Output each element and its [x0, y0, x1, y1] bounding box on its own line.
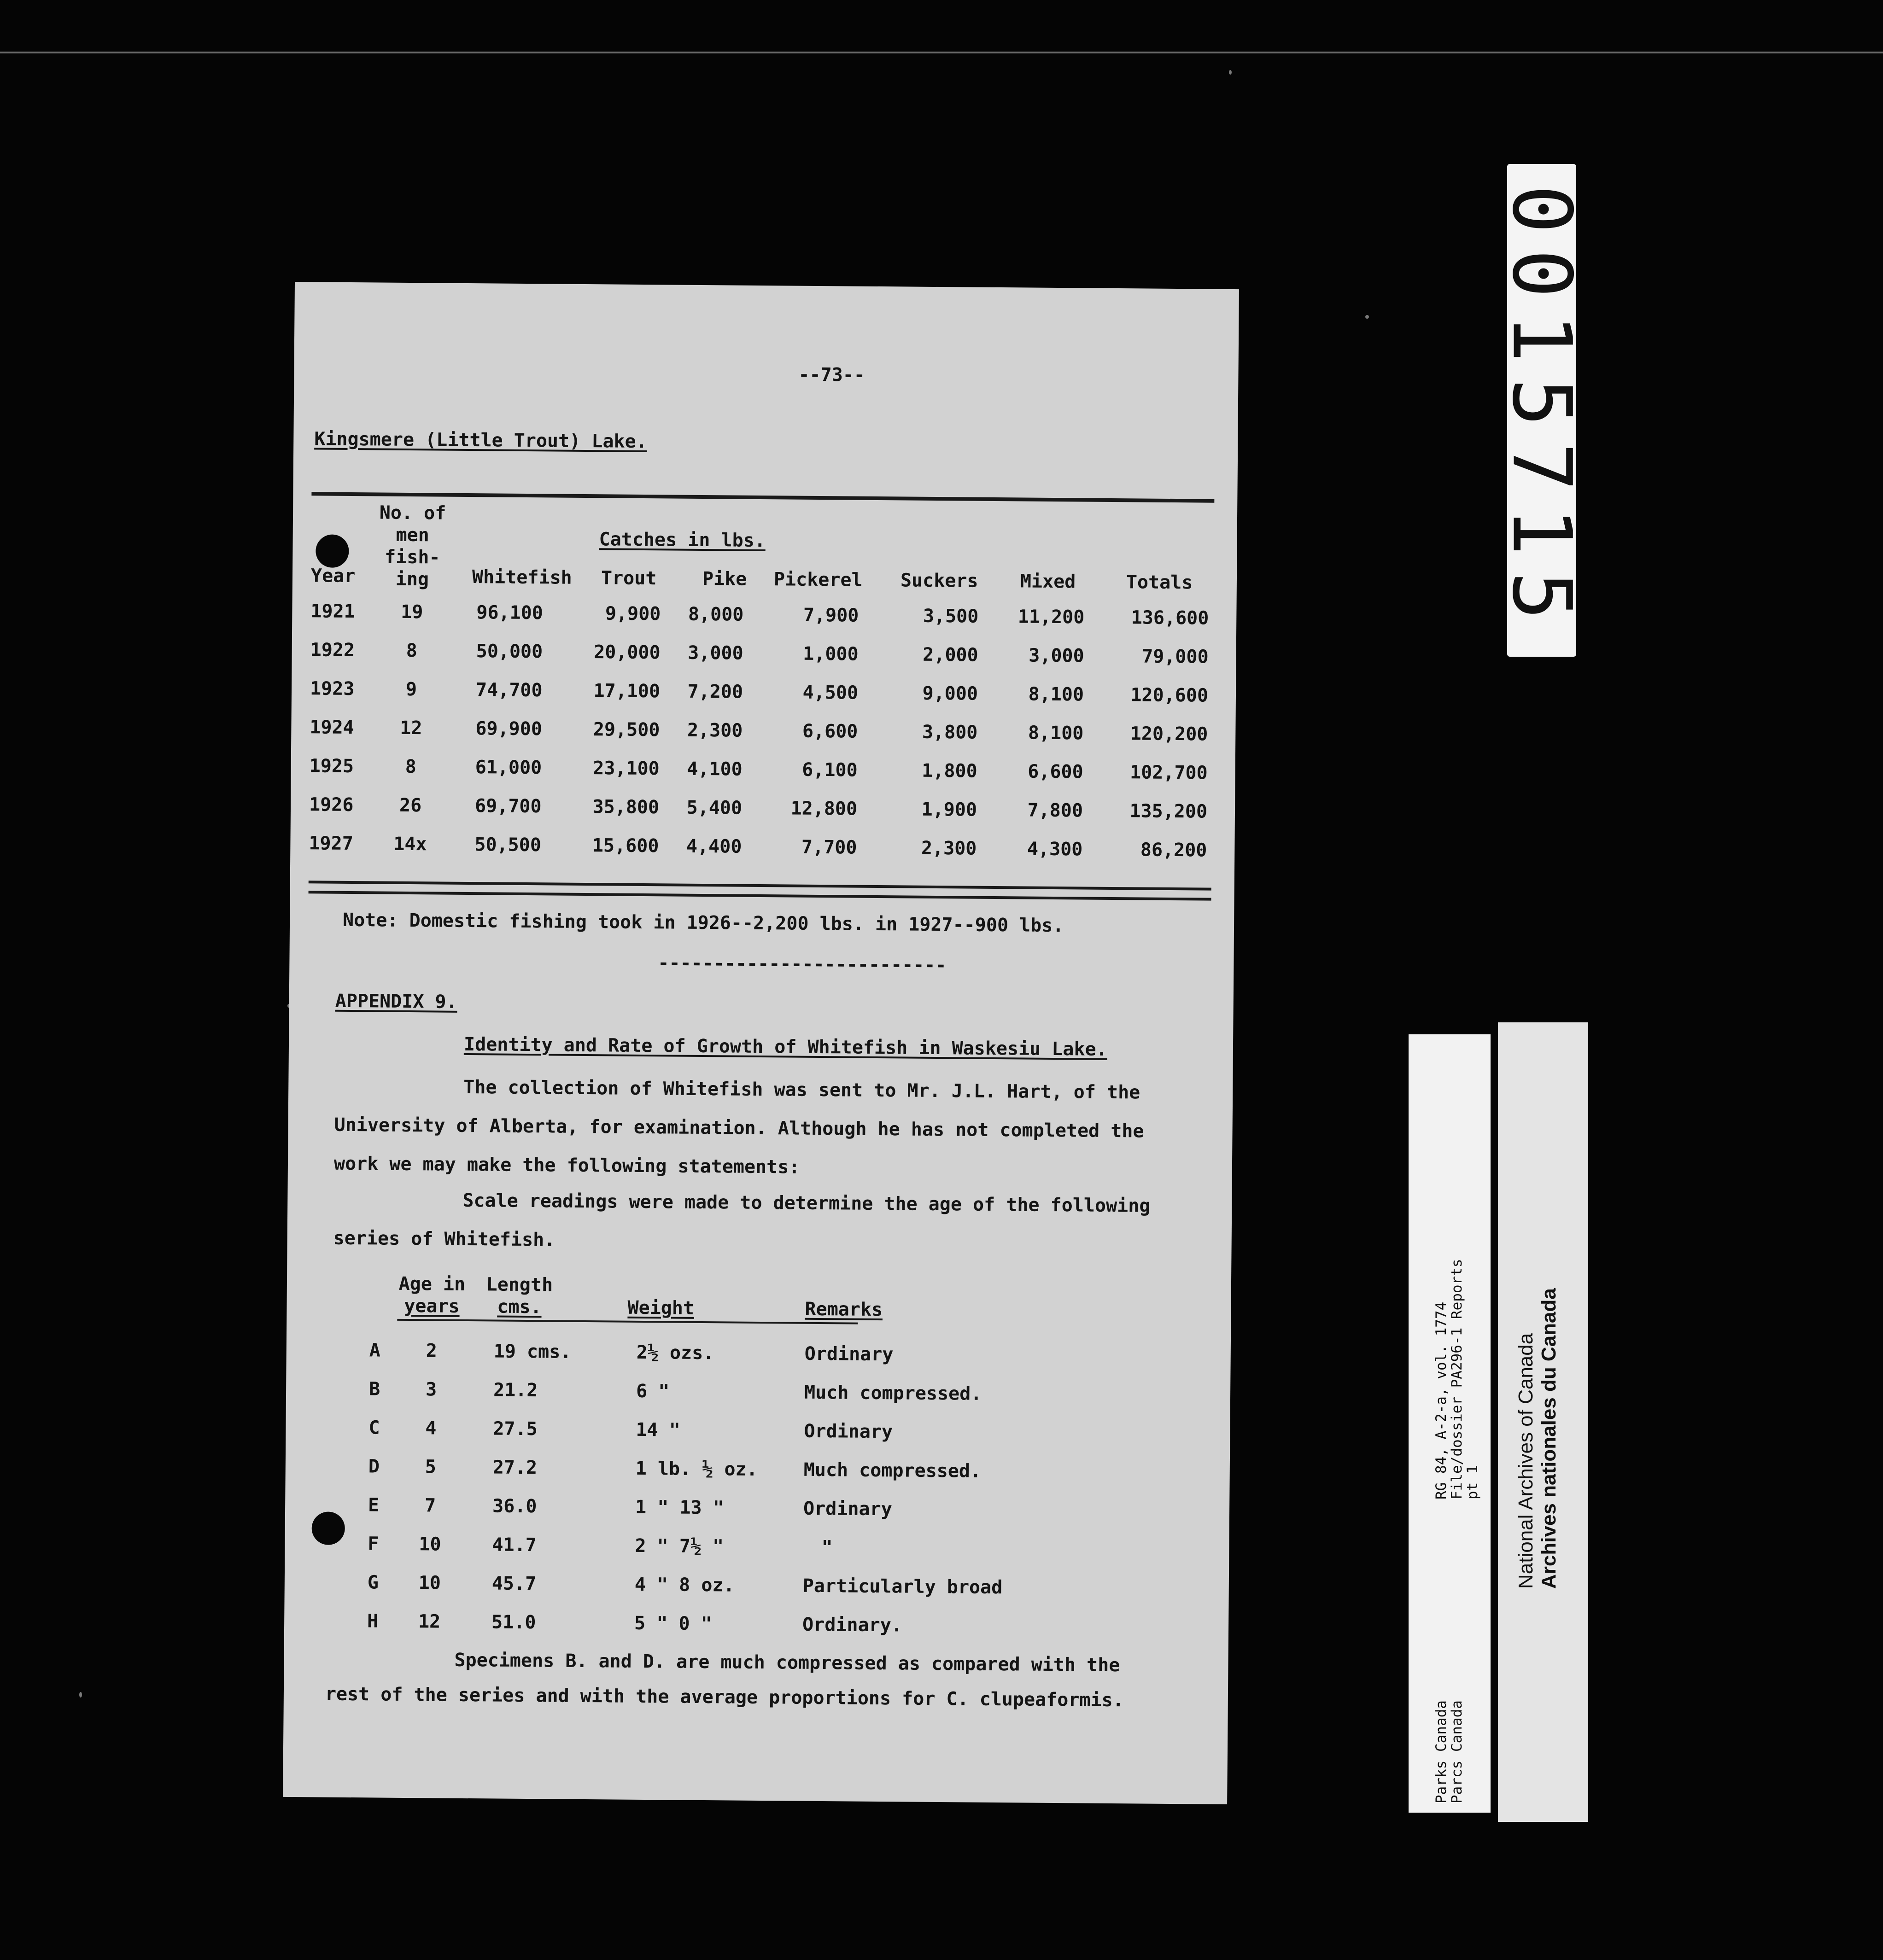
cell-trout: 35,800: [592, 796, 660, 818]
cell-trout: 29,500: [593, 719, 660, 741]
cell-totals: 120,200: [1130, 723, 1208, 745]
dust-speck: [1365, 315, 1369, 319]
cell-year: 1927: [309, 833, 353, 855]
page-number: --73--: [798, 364, 865, 386]
catch-row: [291, 717, 1235, 752]
dust-speck: [79, 1692, 82, 1698]
specimen-age: 2: [426, 1340, 438, 1362]
specimen-weight: 1 " 13 ": [635, 1496, 724, 1519]
specimen-age: 10: [418, 1572, 441, 1594]
specimen-remarks: Ordinary: [803, 1498, 892, 1520]
specimen-weight: 2½ ozs.: [636, 1342, 714, 1364]
cell-whitefish: 74,700: [475, 679, 543, 701]
header-suckers: Suckers: [900, 570, 978, 592]
table-bottom-rule-2: [309, 891, 1211, 900]
specimen-remarks: Much compressed.: [804, 1382, 982, 1405]
header-age: Age in years: [398, 1273, 466, 1317]
parks-canada-text: Parks Canada Parcs Canada: [1433, 1700, 1465, 1803]
specimen-remarks: ": [821, 1537, 833, 1558]
specimen-id: G: [367, 1572, 379, 1593]
cell-suckers: 1,900: [921, 799, 977, 821]
specimen-remarks: Ordinary: [804, 1343, 894, 1365]
cell-totals: 136,600: [1131, 607, 1209, 629]
header-catches: Catches in lbs.: [599, 529, 766, 552]
cell-pike: 4,100: [687, 758, 743, 780]
specimen-weight: 1 lb. ½ oz.: [635, 1458, 758, 1480]
specimen-weight: 6 ": [636, 1380, 670, 1402]
cell-totals: 120,600: [1130, 684, 1209, 706]
film-edge-line: [0, 52, 1883, 53]
national-archives-text: National Archives of Canada Archives nationales du Canada: [1515, 1288, 1560, 1589]
cell-whitefish: 50,500: [474, 834, 542, 856]
header-whitefish: Whitefish: [472, 566, 572, 589]
cell-pickerel: 7,700: [801, 836, 857, 858]
header-pike: Pike: [702, 568, 747, 590]
cell-men: 9: [405, 678, 417, 700]
cell-mixed: 4,300: [1027, 838, 1083, 860]
specimen-age: 3: [425, 1379, 437, 1400]
cell-trout: 23,100: [593, 758, 660, 780]
catch-row: [290, 833, 1234, 868]
cell-whitefish: 69,700: [474, 795, 542, 817]
specimen-remarks: Much compressed.: [803, 1459, 982, 1482]
cell-pickerel: 4,500: [802, 682, 859, 704]
cell-pike: 5,400: [686, 797, 743, 819]
frame-number-strip: [1494, 164, 1589, 657]
punch-hole: [316, 534, 349, 568]
cell-pike: 3,000: [688, 642, 743, 664]
specimen-row: [286, 1339, 1230, 1374]
cell-mixed: 8,100: [1028, 683, 1084, 706]
specimen-weight: 4 " 8 oz.: [634, 1574, 735, 1596]
cell-year: 1924: [310, 717, 354, 739]
cell-men: 12: [400, 717, 422, 739]
header-mixed: Mixed: [1020, 571, 1076, 593]
cell-men: 8: [406, 640, 417, 662]
cell-whitefish: 69,900: [475, 718, 543, 740]
specimen-length: 19 cms.: [493, 1341, 572, 1363]
header-totals: Totals: [1126, 572, 1193, 594]
specimen-length: 41.7: [492, 1534, 537, 1556]
specimen-row: [286, 1455, 1230, 1490]
specimen-row: [285, 1494, 1229, 1529]
cell-totals: 135,200: [1129, 800, 1208, 822]
note-line: Note: Domestic fishing took in 1926--2,200 lbs. in 1927--900 lbs.: [342, 909, 1064, 937]
cell-pike: 2,300: [687, 719, 743, 741]
cell-pickerel: 12,800: [790, 798, 858, 820]
cell-pickerel: 1,000: [803, 643, 859, 665]
specimen-row: [286, 1378, 1230, 1413]
header-weight: Weight: [627, 1297, 695, 1319]
cell-pickerel: 7,900: [803, 604, 859, 626]
specimen-length: 51.0: [491, 1611, 536, 1633]
separator: --------------------------: [658, 952, 947, 976]
table-bottom-rule: [309, 881, 1211, 890]
cell-men: 26: [399, 794, 422, 817]
cell-trout: 17,100: [593, 680, 661, 702]
cell-pike: 8,000: [688, 603, 744, 625]
cell-totals: 86,200: [1140, 839, 1207, 861]
cell-trout: 15,600: [592, 835, 659, 857]
cell-pickerel: 6,100: [802, 759, 858, 781]
cell-suckers: 2,300: [921, 837, 977, 859]
specimen-row: [285, 1571, 1229, 1606]
cell-whitefish: 96,100: [476, 602, 544, 624]
cell-mixed: 8,100: [1028, 722, 1084, 744]
paragraph-2: Scale readings were made to determine the age of the following series of Whitefish.: [333, 1190, 1151, 1251]
specimen-row: [285, 1533, 1229, 1568]
cell-mixed: 6,600: [1028, 761, 1083, 783]
cell-mixed: 3,000: [1029, 645, 1084, 667]
cell-men: 19: [401, 601, 423, 623]
catch-row: [292, 678, 1236, 713]
specimen-remarks: Particularly broad: [802, 1575, 1003, 1598]
specimen-age: 12: [418, 1611, 441, 1633]
catch-row: [292, 601, 1236, 636]
specimen-weight: 5 " 0 ": [634, 1612, 712, 1635]
reference-text: RG 84, A-2-a, vol. 1774 File/dossier PA296-1 Reports pt 1: [1433, 1259, 1481, 1499]
specimen-weight: 2 " 7½ ": [635, 1535, 724, 1558]
specimen-id: H: [367, 1610, 379, 1632]
paragraph-1: The collection of Whitefish was sent to Mr. J.L. Hart, of the University of Alberta, for examination. Although he has not completed the work we may make the following statements:: [333, 1076, 1144, 1178]
frame-number: 0015715: [1494, 185, 1589, 636]
specimen-weight: 14 ": [636, 1419, 680, 1441]
specimen-row: [284, 1610, 1228, 1645]
cell-men: 14x: [393, 833, 427, 855]
specimen-header-rule: [397, 1319, 858, 1324]
cell-trout: 20,000: [594, 642, 661, 664]
specimen-length: 21.2: [493, 1379, 538, 1401]
cell-suckers: 3,800: [922, 721, 978, 743]
specimen-length: 27.2: [492, 1457, 538, 1479]
specimen-age: 4: [425, 1418, 437, 1439]
cell-totals: 102,700: [1129, 762, 1208, 784]
cell-trout: 9,900: [605, 603, 661, 625]
cell-year: 1925: [309, 755, 354, 777]
specimen-id: D: [368, 1456, 380, 1477]
header-men: No. of men fish- ing: [379, 502, 446, 590]
cell-year: 1922: [310, 639, 355, 661]
closing-paragraph: Specimens B. and D. are much compressed as compared with the rest of the series and with the average proportions for C. clupeaformis.: [325, 1649, 1124, 1711]
header-length: Length cms.: [486, 1274, 553, 1318]
header-remarks: Remarks: [805, 1298, 883, 1321]
specimen-length: 36.0: [492, 1495, 537, 1517]
cell-mixed: 11,200: [1018, 606, 1085, 628]
cell-year: 1926: [309, 794, 354, 816]
cell-whitefish: 50,000: [476, 641, 543, 663]
lake-title: Kingsmere (Little Trout) Lake.: [314, 428, 647, 453]
cell-pike: 4,400: [686, 835, 742, 858]
specimen-remarks: Ordinary.: [802, 1614, 903, 1636]
cell-whitefish: 61,000: [475, 757, 542, 779]
document-page: [283, 282, 1239, 1804]
cell-pickerel: 6,600: [802, 720, 858, 742]
cell-suckers: 2,000: [923, 644, 978, 666]
national-archives-label: [1498, 1022, 1588, 1822]
specimen-id: B: [368, 1378, 380, 1400]
specimen-age: 5: [425, 1456, 437, 1478]
specimen-id: E: [368, 1494, 380, 1516]
section-title: Identity and Rate of Growth of Whitefish in Waskesiu Lake.: [463, 1033, 1107, 1060]
specimen-id: F: [368, 1533, 379, 1555]
cell-year: 1921: [310, 601, 355, 623]
catch-row: [292, 639, 1236, 674]
cell-pike: 7,200: [687, 681, 743, 703]
header-pickerel: Pickerel: [773, 569, 863, 591]
specimen-remarks: Ordinary: [804, 1420, 893, 1443]
dust-speck: [1229, 70, 1232, 75]
cell-suckers: 9,000: [922, 682, 978, 705]
cell-suckers: 3,500: [923, 605, 979, 627]
specimen-row: [286, 1417, 1230, 1452]
catch-row: [291, 794, 1235, 829]
specimen-length: 45.7: [491, 1573, 537, 1595]
cell-mixed: 7,800: [1027, 799, 1083, 822]
cell-year: 1923: [310, 678, 355, 700]
header-trout: Trout: [601, 567, 657, 589]
table-top-rule: [311, 492, 1214, 502]
appendix-heading: APPENDIX 9.: [335, 990, 457, 1013]
specimen-id: C: [368, 1417, 380, 1439]
specimen-age: 10: [419, 1534, 441, 1555]
archive-reference-label: [1409, 1034, 1491, 1813]
specimen-id: A: [369, 1340, 381, 1361]
catch-row: [291, 755, 1235, 790]
specimen-length: 27.5: [493, 1418, 538, 1440]
cell-totals: 79,000: [1141, 646, 1209, 668]
cell-men: 8: [405, 756, 416, 778]
cell-suckers: 1,800: [922, 760, 977, 782]
specimen-age: 7: [424, 1495, 436, 1517]
header-year: Year: [310, 565, 356, 587]
